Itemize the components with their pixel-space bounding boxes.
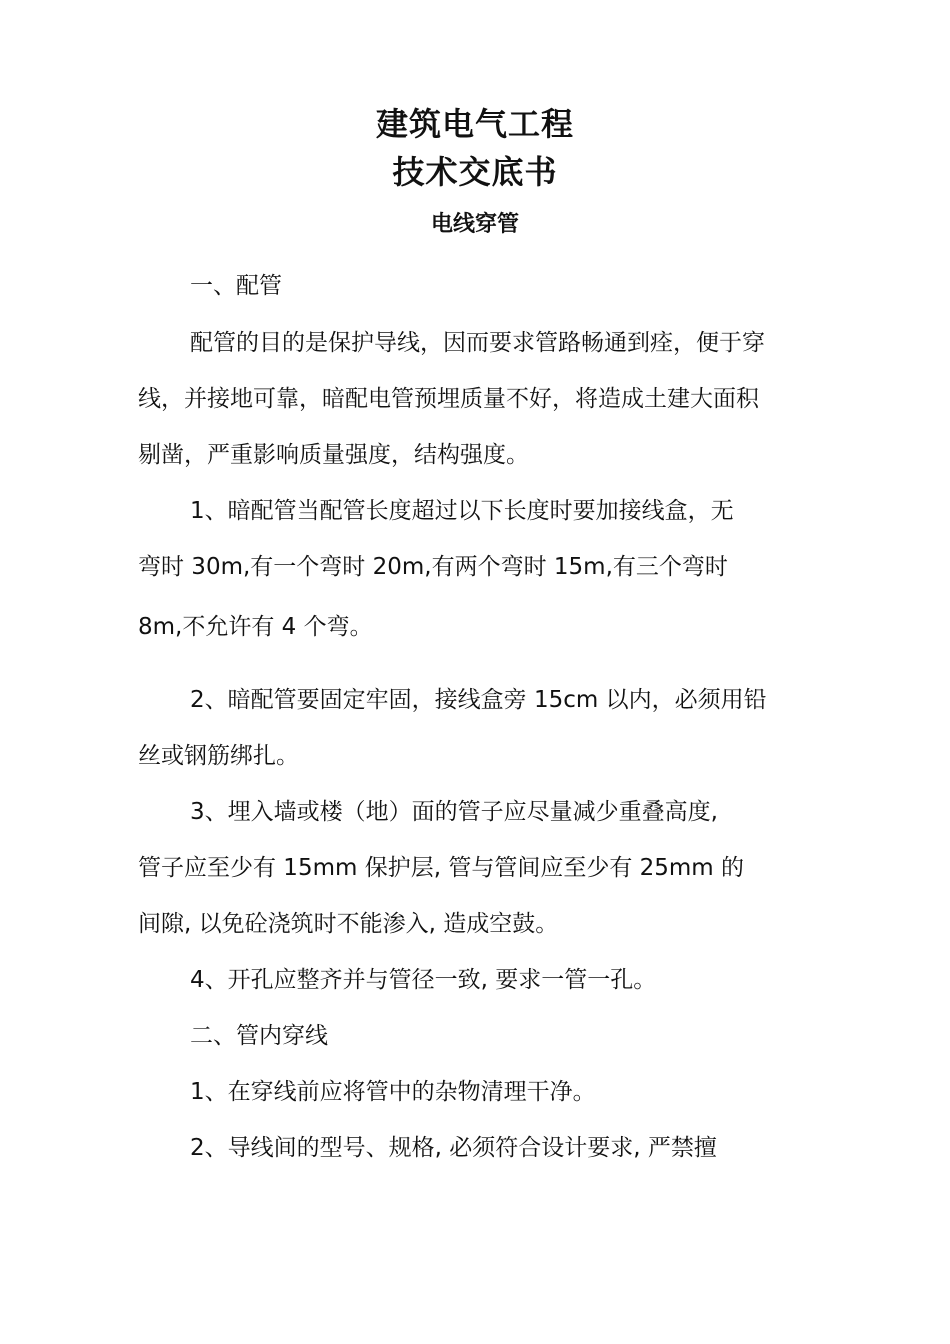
document-title-line-2: 技术交底书 [392, 153, 558, 191]
document-subtitle: 电线穿管 [430, 212, 519, 237]
paragraph-line: 3、埋入墙或楼（地）面的管子应尽量减少重叠高度, [190, 799, 718, 825]
paragraph-line: 1、在穿线前应将管中的杂物清理干净。 [190, 1079, 596, 1105]
paragraph-line: 8m,不允许有 4 个弯。 [138, 614, 373, 640]
paragraph-line: 配管的目的是保护导线，因而要求管路畅通到痊，便于穿 [190, 330, 765, 356]
paragraph-line: 2、暗配管要固定牢固，接线盒旁 15cm 以内，必须用铅 [190, 687, 767, 713]
paragraph-line: 剔凿，严重影响质量强度，结构强度。 [138, 442, 529, 468]
paragraph-line: 1、暗配管当配管长度超过以下长度时要加接线盒，无 [190, 498, 734, 524]
paragraph-line: 弯时 30m,有一个弯时 20m,有两个弯时 15m,有三个弯时 [138, 554, 728, 580]
section-heading-piping: 一、配管 [190, 273, 282, 299]
paragraph-line: 线，并接地可靠，暗配电管预埋质量不好，将造成土建大面积 [138, 386, 759, 412]
paragraph-line: 4、开孔应整齐并与管径一致, 要求一管一孔。 [190, 967, 657, 993]
section-heading-wiring: 二、管内穿线 [190, 1023, 328, 1049]
paragraph-line: 2、导线间的型号、规格, 必须符合设计要求, 严禁擅 [190, 1135, 717, 1161]
paragraph-line: 间隙, 以免砼浇筑时不能渗入, 造成空鼓。 [138, 911, 559, 937]
paragraph-line: 管子应至少有 15mm 保护层, 管与管间应至少有 25mm 的 [138, 855, 745, 881]
paragraph-line: 丝或钢筋绑扎。 [138, 743, 299, 769]
document-title-line-1: 建筑电气工程 [375, 105, 574, 143]
